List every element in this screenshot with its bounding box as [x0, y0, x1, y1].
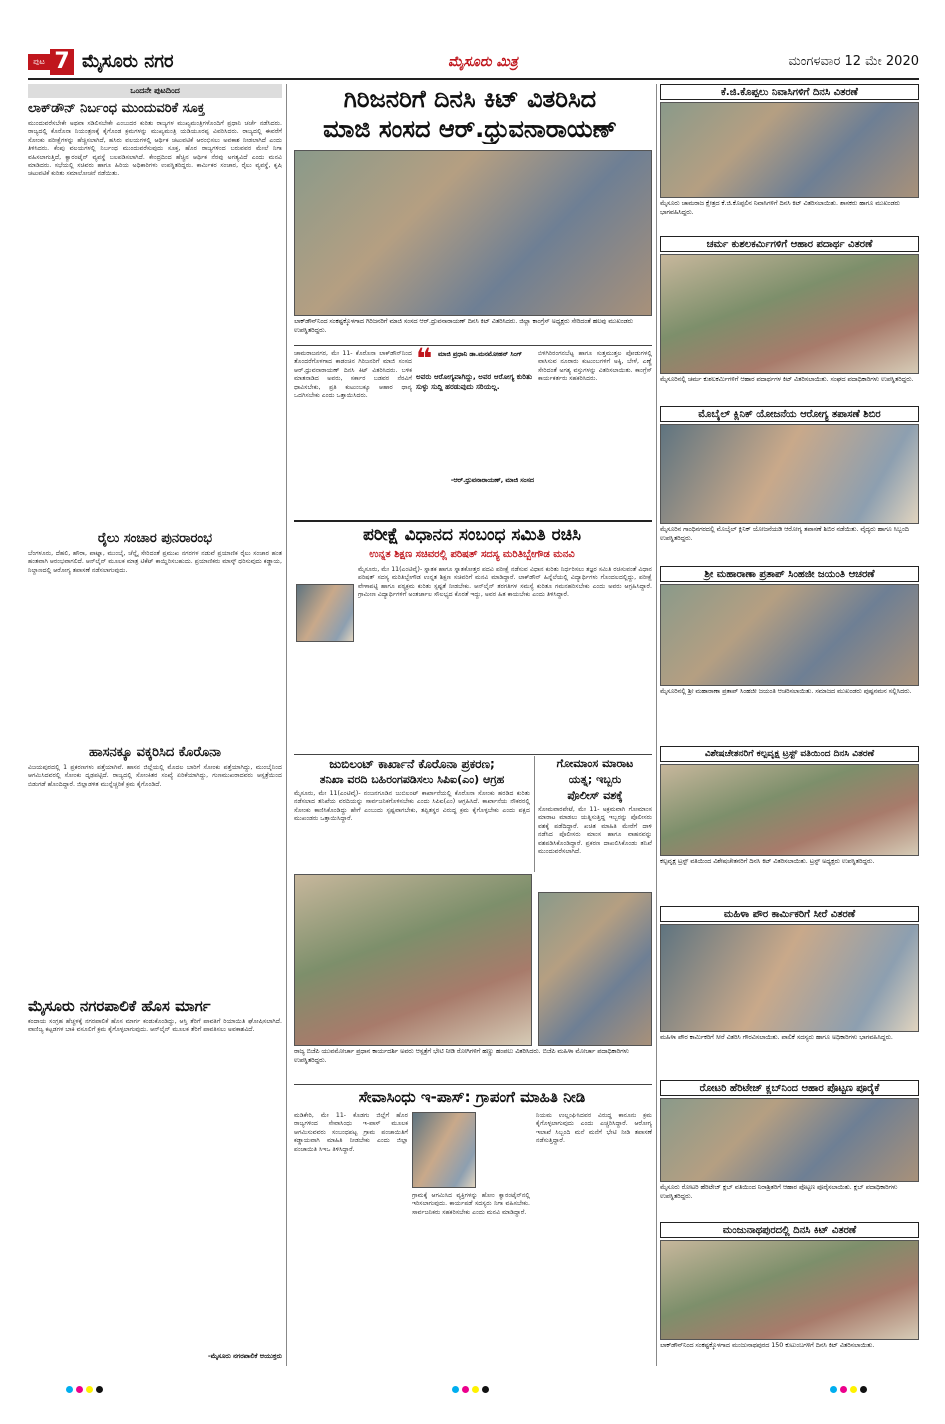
- lead-photo: [294, 150, 652, 316]
- right-item-1-caption: ಮೈಸೂರಿನಲ್ಲಿ ಚರ್ಮ ಕುಶಲಕರ್ಮಿಗಳಿಗೆ ಆಹಾರ ಪದಾರ್ಥಗಳ ಕಿಟ್ ವಿತರಿಸಲಾಯಿತು. ಸಂಘದ ಪದಾಧಿಕಾರಿಗಳು ಉಪಸ್ಥಿತರಿದ್ದರು.: [660, 376, 914, 383]
- right-item-1-title: ಚರ್ಮ ಕುಶಲಕರ್ಮಿಗಳಿಗೆ ಆಹಾರ ಪದಾರ್ಥ ವಿತರಣೆ: [660, 236, 919, 252]
- lockdown-title: ಲಾಕ್‌ಡೌನ್ ನಿರ್ಬಂಧ ಮುಂದುವರಿಕೆ ಸೂಕ್ತ: [28, 101, 205, 116]
- black-dot-icon: [860, 1386, 867, 1393]
- lockdown-body: ಮುಂದುವರೆಸಬೇಕೇ ಅಥವಾ ಸಡಿಲಿಸಬೇಕೇ ಎಂಬುದರ ಕುರಿತು ರಾಜ್ಯಗಳ ಮುಖ್ಯಮಂತ್ರಿಗಳೊಂದಿಗೆ ಪ್ರಧಾನಿ ಚರ್ಚೆ ನಡೆಸಿದರು. ರಾಜ್ಯದಲ್ಲಿ ಕೊರೊನಾ ನಿಯಂತ್ರಣಕ್ಕೆ ಕೈಗೊಂಡ ಕ್ರಮಗಳನ್ನು ಮುಖ್ಯಮಂತ್ರಿ ಯಡಿಯೂರಪ್ಪ ವಿವರಿಸಿದರು. ರಾಜ್ಯದಲ್ಲಿ ಈವರೆಗೆ ಸೋಂಕು ಪರೀಕ್ಷೆಗಳನ್ನು ಹೆಚ್ಚಿಸಲಾಗಿದೆ, ಹಸಿರು ವಲಯಗಳಲ್ಲಿ ಆರ್ಥಿಕ ಚಟುವಟಿಕೆ ಆರಂಭಿಸಲು ಅವಕಾಶ ನೀಡಲಾಗಿದೆ ಎಂದು ತಿಳಿಸಿದರು. ಕೆಂಪು ವಲಯಗಳಲ್ಲಿ ನಿರ್ಬಂಧ ಮುಂದುವರೆಸುವುದು ಸೂಕ್ತ, ಹೊರ ರಾಜ್ಯಗಳಿಂದ ಬರುವವರ ಮೇಲೆ ನಿಗಾ ವಹಿಸಲಾಗುತ್ತಿದೆ, ಕ್ವಾರಂಟೈನ್ ವ್ಯವಸ್ಥೆ ಬಲಪಡಿಸಲಾಗಿದೆ. ಕೇಂದ್ರದಿಂದ ಹೆಚ್ಚಿನ ಆರ್ಥಿಕ ನೆರವು ಅಗತ್ಯವಿದೆ ಎಂದು ಮನವಿ ಮಾಡಿದರು. ಸಭೆಯಲ್ಲಿ ಸಚಿವರು ಹಾಗೂ ಹಿರಿಯ ಅಧಿಕಾರಿಗಳು ಉಪಸ್ಥಿತರಿದ್ದರು. ಕಾರ್ಮಿಕರ ಸಂಚಾರ, ರೈಲು ವ್ಯವಸ್ಥೆ, ಕೃಷಿ ಚಟುವಟಿಕೆ ಕುರಿತು ಸಮಾಲೋಚನೆ ನಡೆಯಿತು.: [28, 120, 282, 178]
- yellow-dot-icon: [850, 1386, 857, 1393]
- right-item-7-title: ಮಂಜುನಾಥಪುರದಲ್ಲಿ ದಿನಸಿ ಕಿಟ್ ವಿತರಣೆ: [660, 1222, 919, 1238]
- registration-marks-left: [66, 1378, 106, 1397]
- committee-headline: ಪರೀಕ್ಷೆ ವಿಧಾನದ ಸಂಬಂಧ ಸಮಿತಿ ರಚಿಸಿ: [362, 525, 582, 545]
- masthead-rule: [28, 78, 919, 80]
- yellow-dot-icon: [86, 1386, 93, 1393]
- right-item-7-caption: ಲಾಕ್‌ಡೌನ್‌ನಿಂದ ಸಂಕಷ್ಟಕ್ಕೊಳಗಾದ ಮಂಜುನಾಥಪುರದ 150 ಕುಟುಂಬಗಳಿಗೆ ದಿನಸಿ ಕಿಟ್ ವಿತರಿಸಲಾಯಿತು.: [660, 1342, 875, 1349]
- black-dot-icon: [96, 1386, 103, 1393]
- black-dot-icon: [482, 1386, 489, 1393]
- right-item-5-title: ಮಹಿಳಾ ಪೌರ ಕಾರ್ಮಿಕರಿಗೆ ಸೀರೆ ವಿತರಣೆ: [660, 906, 919, 922]
- hospital-photo: [294, 874, 532, 1046]
- magenta-dot-icon: [76, 1386, 83, 1393]
- beef-photo: [538, 892, 652, 1046]
- continued-tag: ಒಂದನೇ ಪುಟದಿಂದ: [28, 84, 282, 98]
- right-item-7: [660, 1222, 919, 1368]
- magenta-dot-icon: [840, 1386, 847, 1393]
- hassan-title: ಹಾಸನಕ್ಕೂ ವಕ್ಕರಿಸಿದ ಕೊರೊನಾ: [89, 745, 221, 760]
- right-item-5-caption: ಮಹಿಳಾ ಪೌರ ಕಾರ್ಮಿಕರಿಗೆ ಸೀರೆ ವಿತರಿಸಿ ಗೌರವಿಸಲಾಯಿತು. ಪಾಲಿಕೆ ಸದಸ್ಯರು ಹಾಗೂ ಅಧಿಕಾರಿಗಳು ಭಾಗವಹಿಸಿದ್ದರು.: [660, 1034, 893, 1041]
- cyan-dot-icon: [830, 1386, 837, 1393]
- column-divider-beef: [534, 756, 535, 872]
- right-item-6-caption: ಮೈಸೂರು ರೋಟರಿ ಹೆರಿಟೇಜ್ ಕ್ಲಬ್ ವತಿಯಿಂದ ನಿರಾಶ್ರಿತರಿಗೆ ಆಹಾರ ಪೊಟ್ಟಣ ಪೂರೈಸಲಾಯಿತು. ಕ್ಲಬ್ ಪದಾಧಿಕಾರಿಗಳು ಉಪಸ್ಥಿತರಿದ್ದರು.: [660, 1184, 898, 1200]
- right-item-2: [660, 406, 919, 564]
- right-item-4: [660, 746, 919, 904]
- lead-rule: [294, 345, 652, 346]
- registration-marks-right: [830, 1378, 870, 1397]
- beef-headline-1: ಗೋಮಾಂಸ ಮಾರಾಟ: [556, 757, 634, 770]
- quote-text: ಅವರು ಆರೋಗ್ಯವಾಗಿದ್ದು, ಅವರ ಆರೋಗ್ಯ ಕುರಿತು ಸುಳ್ಳು ಸುದ್ದಿ ಹರಡುವುದು ಸರಿಯಲ್ಲ.: [416, 372, 533, 391]
- date-line: ಮಂಗಳವಾರ 12 ಮೇ 2020: [788, 54, 919, 69]
- quote-sign: -ಆರ್.ಧ್ರುವನಾರಾಯಣ್, ಮಾಜಿ ಸಂಸದ: [450, 476, 534, 484]
- page-label: ಪುಟ: [28, 54, 50, 70]
- right-item-2-caption: ಮೈಸೂರಿನ ಗಾಂಧಿನಗರದಲ್ಲಿ ಮೊಬೈಲ್ ಕ್ಲಿನಿಕ್ ಯೋಜನೆಯಡಿ ಆರೋಗ್ಯ ತಪಾಸಣೆ ಶಿಬಿರ ನಡೆಯಿತು. ವೈದ್ಯರು ಹಾಗೂ ಸಿಬ್ಬಂದಿ ಉಪಸ್ಥಿತರಿದ್ದರು.: [660, 526, 909, 542]
- lead-body-2: ಬಿಳಿಗಿರಿರಂಗನಬೆಟ್ಟ ಹಾಗೂ ಸುತ್ತಮುತ್ತಲ ಪೋಡುಗಳಲ್ಲಿ ವಾಸಿಸುವ ನೂರಾರು ಕುಟುಂಬಗಳಿಗೆ ಅಕ್ಕಿ, ಬೇಳೆ, ಎಣ್ಣೆ ಸೇರಿದಂತೆ ಅಗತ್ಯ ವಸ್ತುಗಳನ್ನು ವಿತರಿಸಲಾಯಿತು. ಕಾಂಗ್ರೆಸ್ ಕಾರ್ಯಕರ್ತರು ಸಹಕರಿಸಿದರು.: [538, 350, 652, 383]
- right-item-5: [660, 906, 919, 1078]
- epass-body-1: ಮಡಿಕೇರಿ, ಮೇ 11- ಕೊಡಗು ಜಿಲ್ಲೆಗೆ ಹೊರ ರಾಜ್ಯಗಳಿಂದ ಸೇವಾಸಿಂಧು ಇ-ಪಾಸ್ ಮೂಲಕ ಆಗಮಿಸುವವರು ಸಂಬಂಧಪಟ್ಟ ಗ್ರಾಮ ಪಂಚಾಯಿತಿಗೆ ಕಡ್ಡಾಯವಾಗಿ ಮಾಹಿತಿ ನೀಡಬೇಕು ಎಂದು ಜಿಲ್ಲಾ ಪಂಚಾಯಿತಿ ಸಿಇಒ ತಿಳಿಸಿದ್ದಾರೆ.: [294, 1112, 408, 1153]
- right-item-2-title: ಮೊಬೈಲ್ ಕ್ಲಿನಿಕ್ ಯೋಜನೆಯ ಆರೋಗ್ಯ ತಪಾಸಣೆ ಶಿಬಿರ: [660, 406, 919, 422]
- hassan-body: ವಿಜಯಪುರದಲ್ಲಿ 1 ಪ್ರಕರಣಗಳು ಪತ್ತೆಯಾಗಿವೆ. ಹಾಸನ ಜಿಲ್ಲೆಯಲ್ಲಿ ಮೊದಲ ಬಾರಿಗೆ ಸೋಂಕು ಪತ್ತೆಯಾಗಿದ್ದು, ಮುಂಬೈನಿಂದ ಆಗಮಿಸಿದವರಲ್ಲಿ ಸೋಂಕು ದೃಢಪಟ್ಟಿದೆ. ರಾಜ್ಯದಲ್ಲಿ ಸೋಂಕಿತರ ಸಂಖ್ಯೆ ಏರಿಕೆಯಾಗಿದ್ದು, ಗುಣಮುಖರಾದವರು ಆಸ್ಪತ್ರೆಯಿಂದ ಬಿಡುಗಡೆ ಹೊಂದಿದ್ದಾರೆ. ಜಿಲ್ಲಾಡಳಿತ ಮುನ್ನೆಚ್ಚರಿಕೆ ಕ್ರಮ ಕೈಗೊಂಡಿದೆ.: [28, 764, 282, 788]
- right-item-3: [660, 566, 919, 744]
- paper-name: ಮೈಸೂರು ಮಿತ್ರ: [448, 54, 518, 70]
- right-item-1-photo: [660, 254, 919, 374]
- right-item-7-photo: [660, 1240, 919, 1340]
- section-title: ಮೈಸೂರು ನಗರ: [82, 51, 174, 72]
- committee-top-rule: [294, 520, 652, 522]
- epass-headline: ಸೇವಾಸಿಂಧು ಇ-ಪಾಸ್: ಗ್ರಾಪಂಗೆ ಮಾಹಿತಿ ನೀಡಿ: [358, 1088, 586, 1106]
- right-item-3-title: ಶ್ರೀ ಮಹಾರಾಣಾ ಪ್ರತಾಪ್ ಸಿಂಹಜೀ ಜಯಂತಿ ಆಚರಣೆ: [660, 566, 919, 582]
- cyan-dot-icon: [66, 1386, 73, 1393]
- right-item-6-title: ರೋಟರಿ ಹೆರಿಟೇಜ್ ಕ್ಲಬ್‌ನಿಂದ ಆಹಾರ ಪೊಟ್ಟಣ ಪೂರೈಕೆ: [660, 1080, 919, 1096]
- right-item-4-title: ವಿಶೇಷಚೇತನರಿಗೆ ಕಲ್ಪವೃಕ್ಷ ಟ್ರಸ್ಟ್ ವತಿಯಿಂದ ದಿನಸಿ ವಿತರಣೆ: [660, 746, 919, 762]
- magenta-dot-icon: [462, 1386, 469, 1393]
- committee-bottom-rule: [294, 754, 652, 755]
- beef-headline-2: ಯತ್ನ; ಇಬ್ಬರು: [568, 773, 622, 786]
- jubilant-body: ಮೈಸೂರು, ಮೇ 11(ಎಂಟಿವೈ)- ನಂಜನಗೂಡಿನ ಜುಬಿಲಂಟ್ ಕಾರ್ಖಾನೆಯಲ್ಲಿ ಕೊರೊನಾ ಸೋಂಕು ಹರಡಿದ ಕುರಿತು ನಡೆಸಲಾದ ತನಿಖೆಯ ವರದಿಯನ್ನು ಸಾರ್ವಜನಿಕಗೊಳಿಸಬೇಕು ಎಂದು ಸಿಪಿಐ(ಎಂ) ಆಗ್ರಹಿಸಿದೆ. ಕಾರ್ಖಾನೆಯ ನೌಕರರಲ್ಲಿ ಸೋಂಕು ಕಾಣಿಸಿಕೊಂಡಿದ್ದು ಹೇಗೆ ಎಂಬುದು ಸ್ಪಷ್ಟವಾಗಬೇಕು, ತಪ್ಪಿತಸ್ಥರ ವಿರುದ್ಧ ಕ್ರಮ ಕೈಗೊಳ್ಳಬೇಕು ಎಂದು ಪಕ್ಷದ ಮುಖಂಡರು ಒತ್ತಾಯಿಸಿದ್ದಾರೆ.: [294, 790, 530, 823]
- lead-photo-caption: ಲಾಕ್‌ಡೌನ್‌ನಿಂದ ಸಂಕಷ್ಟಕ್ಕೊಳಗಾದ ಗಿರಿಜನರಿಗೆ ಮಾಜಿ ಸಂಸದ ಆರ್.ಧ್ರುವನಾರಾಯಣ್ ದಿನಸಿ ಕಿಟ್ ವಿತರಿಸಿದರು. ಜಿಲ್ಲಾ ಕಾಂಗ್ರೆಸ್ ಅಧ್ಯಕ್ಷರು ಸೇರಿದಂತೆ ಹಲವು ಮುಖಂಡರು ಉಪಸ್ಥಿತರಿದ್ದರು.: [294, 318, 633, 334]
- right-item-5-photo: [660, 924, 919, 1032]
- right-item-3-photo: [660, 584, 919, 686]
- right-item-4-photo: [660, 764, 919, 856]
- right-item-0-title: ಕೆ.ಜಿ.ಕೊಪ್ಪಲು ನಿವಾಸಿಗಳಿಗೆ ದಿನಸಿ ವಿತರಣೆ: [660, 84, 919, 100]
- beef-headline-3: ಪೊಲೀಸ್ ವಶಕ್ಕೆ: [567, 789, 623, 802]
- committee-body: ಮೈಸೂರು, ಮೇ 11(ಎಂಟಿವೈ)- ಸ್ನಾತಕ ಹಾಗೂ ಸ್ನಾತಕೋತ್ತರ ಪದವಿ ಪರೀಕ್ಷೆ ನಡೆಸುವ ವಿಧಾನ ಕುರಿತು ನಿರ್ಧರಿಸಲು ತಜ್ಞರ ಸಮಿತಿ ರಚಿಸುವಂತೆ ವಿಧಾನ ಪರಿಷತ್ ಸದಸ್ಯ ಮರಿತಿಬ್ಬೇಗೌಡ ಉನ್ನತ ಶಿಕ್ಷಣ ಸಚಿವರಿಗೆ ಮನವಿ ಮಾಡಿದ್ದಾರೆ. ಲಾಕ್‌ಡೌನ್ ಹಿನ್ನೆಲೆಯಲ್ಲಿ ವಿದ್ಯಾರ್ಥಿಗಳು ಗೊಂದಲದಲ್ಲಿದ್ದು, ಪರೀಕ್ಷೆ ವೇಳಾಪಟ್ಟಿ ಹಾಗೂ ಪಠ್ಯಕ್ರಮ ಕುರಿತು ಸ್ಪಷ್ಟತೆ ನೀಡಬೇಕು. ಆನ್‌ಲೈನ್ ತರಗತಿಗಳ ಸಮಸ್ಯೆ ಕುರಿತೂ ಗಮನಹರಿಸಬೇಕು ಎಂದು ಅವರು ಆಗ್ರಹಿಸಿದ್ದಾರೆ. ಗ್ರಾಮೀಣ ವಿದ್ಯಾರ್ಥಿಗಳಿಗೆ ಅಂತರ್ಜಾಲ ಸೌಲಭ್ಯದ ಕೊರತೆ ಇದ್ದು, ಅವರ ಹಿತ ಕಾಯಬೇಕು ಎಂದು ತಿಳಿಸಿದ್ದಾರೆ.: [358, 566, 652, 599]
- mla-portrait: [296, 584, 354, 642]
- right-item-3-caption: ಮೈಸೂರಿನಲ್ಲಿ ಶ್ರೀ ಮಹಾರಾಣಾ ಪ್ರತಾಪ್ ಸಿಂಹಜೀ ಜಯಂತಿ ಆಚರಿಸಲಾಯಿತು. ಸಮಾಜದ ಮುಖಂಡರು ಪುಷ್ಪನಮನ ಸಲ್ಲಿಸಿದರು.: [660, 688, 912, 695]
- cyan-dot-icon: [452, 1386, 459, 1393]
- right-item-0-caption: ಮೈಸೂರು ಚಾಮರಾಜ ಕ್ಷೇತ್ರದ ಕೆ.ಜಿ.ಕೊಪ್ಪಲಿನ ನಿವಾಸಿಗಳಿಗೆ ದಿನಸಿ ಕಿಟ್ ವಿತರಿಸಲಾಯಿತು. ಶಾಸಕರು ಹಾಗೂ ಮುಖಂಡರು ಭಾಗವಹಿಸಿದ್ದರು.: [660, 200, 900, 216]
- beef-body: ಸೋಮವಾರಪೇಟೆ, ಮೇ 11- ಅಕ್ರಮವಾಗಿ ಗೋಮಾಂಸ ಮಾರಾಟ ಮಾಡಲು ಯತ್ನಿಸುತ್ತಿದ್ದ ಇಬ್ಬರನ್ನು ಪೊಲೀಸರು ವಶಕ್ಕೆ ಪಡೆದಿದ್ದಾರೆ. ಖಚಿತ ಮಾಹಿತಿ ಮೇರೆಗೆ ದಾಳಿ ನಡೆಸಿದ ಪೊಲೀಸರು ಮಾಂಸ ಹಾಗೂ ವಾಹನವನ್ನು ವಶಪಡಿಸಿಕೊಂಡಿದ್ದಾರೆ. ಪ್ರಕರಣ ದಾಖಲಿಸಿಕೊಂಡು ತನಿಖೆ ಮುಂದುವರೆಸಲಾಗಿದೆ.: [538, 806, 652, 856]
- quote-mark-icon: ❝: [416, 342, 433, 375]
- right-item-4-caption: ಕಲ್ಪವೃಕ್ಷ ಟ್ರಸ್ಟ್ ವತಿಯಿಂದ ವಿಶೇಷಚೇತನರಿಗೆ ದಿನಸಿ ಕಿಟ್ ವಿತರಿಸಲಾಯಿತು. ಟ್ರಸ್ಟ್ ಅಧ್ಯಕ್ಷರು ಉಪಸ್ಥಿತರಿದ್ದರು.: [660, 858, 875, 865]
- right-item-6: [660, 1080, 919, 1220]
- quote-box: [416, 342, 534, 518]
- quote-byline: ಮಾಜಿ ಪ್ರಧಾನಿ ಡಾ.ಮನಮೋಹನ್ ಸಿಂಗ್: [438, 350, 523, 358]
- lead-headline-2: ಮಾಜಿ ಸಂಸದ ಆರ್.ಧ್ರುವನಾರಾಯಣ್: [323, 115, 617, 143]
- right-item-0: [660, 84, 919, 234]
- palike-footer: -ಮೈಸೂರು ನಗರಪಾಲಿಕೆ ಆಯುಕ್ತರು: [207, 1352, 282, 1360]
- right-item-0-photo: [660, 102, 919, 198]
- hospital-rule: [294, 1084, 652, 1085]
- epass-body-3: ನಿಯಮ ಉಲ್ಲಂಘಿಸಿದವರ ವಿರುದ್ಧ ಕಾನೂನು ಕ್ರಮ ಕೈಗೊಳ್ಳಲಾಗುವುದು ಎಂದು ಎಚ್ಚರಿಸಿದ್ದಾರೆ. ಆರೋಗ್ಯ ಇಲಾಖೆ ಸಿಬ್ಬಂದಿ ಮನೆ ಮನೆಗೆ ಭೇಟಿ ನೀಡಿ ತಪಾಸಣೆ ನಡೆಸುತ್ತಿದ್ದಾರೆ.: [536, 1112, 652, 1145]
- hospital-photo-caption: ರಾಜ್ಯ ಬಿಜೆಪಿ ಯುವಮೋರ್ಚಾ ಪ್ರಧಾನ ಕಾರ್ಯದರ್ಶಿ ಅವರು ಆಸ್ಪತ್ರೆಗೆ ಭೇಟಿ ನೀಡಿ ರೋಗಿಗಳಿಗೆ ಹಣ್ಣು ಹಂಪಲು ವಿತರಿಸಿದರು. ಬಿಜೆಪಿ ಮಹಿಳಾ ಮೋರ್ಚಾ ಪದಾಧಿಕಾರಿಗಳು ಉಪಸ್ಥಿತರಿದ್ದರು.: [294, 1048, 629, 1064]
- lead-headline-1: ಗಿರಿಜನರಿಗೆ ದಿನಸಿ ಕಿಟ್ ವಿತರಿಸಿದ: [343, 85, 597, 113]
- rail-title: ರೈಲು ಸಂಚಾರ ಪುನರಾರಂಭ: [97, 531, 213, 546]
- palike-body: ಕಂದಾಯ ಸಂಗ್ರಹ ಹೆಚ್ಚಳಕ್ಕೆ ನಗರಪಾಲಿಕೆ ಹೊಸ ಮಾರ್ಗ ಕಂಡುಕೊಂಡಿದ್ದು, ಆಸ್ತಿ ತೆರಿಗೆ ಪಾವತಿಗೆ ರಿಯಾಯಿತಿ ಘೋಷಿಸಲಾಗಿದೆ. ವಾಣಿಜ್ಯ ಕಟ್ಟಡಗಳ ಬಾಕಿ ವಸೂಲಿಗೆ ಕ್ರಮ ಕೈಗೊಳ್ಳಲಾಗುವುದು. ಆನ್‌ಲೈನ್ ಮೂಲಕ ತೆರಿಗೆ ಪಾವತಿಸಲು ಅವಕಾಶವಿದೆ.: [28, 1018, 282, 1034]
- lead-body-1: ಚಾಮರಾಜನಗರ, ಮೇ 11- ಕೊರೊನಾ ಲಾಕ್‌ಡೌನ್‌ನಿಂದ ತೊಂದರೆಗೊಳಗಾದ ಕಾಡಂಚಿನ ಗಿರಿಜನರಿಗೆ ಮಾಜಿ ಸಂಸದ ಆರ್.ಧ್ರುವನಾರಾಯಣ್ ದಿನಸಿ ಕಿಟ್ ವಿತರಿಸಿದರು. ಬಳಿಕ ಮಾತನಾಡಿದ ಅವರು, ಸರ್ಕಾರ ಬಡವರ ನೆರವಿಗೆ ಧಾವಿಸಬೇಕು, ಪ್ರತಿ ಕುಟುಂಬಕ್ಕೂ ಆಹಾರ ಧಾನ್ಯ ಒದಗಿಸಬೇಕು ಎಂದು ಒತ್ತಾಯಿಸಿದರು.: [294, 350, 412, 400]
- page-number: 7: [50, 49, 74, 75]
- column-divider-right: [656, 84, 657, 1366]
- officer-photo: [412, 1112, 476, 1188]
- registration-marks-center: [452, 1378, 492, 1397]
- rail-body: ಬೆಂಗಳೂರು, ದೆಹಲಿ, ಹೌರಾ, ಪಾಟ್ನಾ, ಮುಂಬೈ, ಚೆನ್ನೈ ಸೇರಿದಂತೆ ಪ್ರಮುಖ ನಗರಗಳ ನಡುವೆ ಪ್ರಯಾಣಿಕ ರೈಲು ಸಂಚಾರ ಹಂತ ಹಂತವಾಗಿ ಆರಂಭವಾಗಲಿದೆ. ಆನ್‌ಲೈನ್ ಮೂಲಕ ಮಾತ್ರ ಟಿಕೆಟ್ ಕಾಯ್ದಿರಿಸಬಹುದು. ಪ್ರಯಾಣಿಕರು ಮಾಸ್ಕ್ ಧರಿಸುವುದು ಕಡ್ಡಾಯ, ನಿಲ್ದಾಣದಲ್ಲಿ ಆರೋಗ್ಯ ತಪಾಸಣೆ ನಡೆಸಲಾಗುವುದು.: [28, 550, 282, 574]
- epass-body-2: ಗ್ರಾಮಕ್ಕೆ ಆಗಮಿಸಿದ ವ್ಯಕ್ತಿಗಳನ್ನು ಹೋಂ ಕ್ವಾರಂಟೈನ್‌ನಲ್ಲಿ ಇರಿಸಲಾಗುವುದು. ಕಾರ್ಯಪಡೆ ಸದಸ್ಯರು ನಿಗಾ ವಹಿಸಬೇಕು. ಸಾರ್ವಜನಿಕರು ಸಹಕರಿಸಬೇಕು ಎಂದು ಮನವಿ ಮಾಡಿದ್ದಾರೆ.: [412, 1192, 530, 1216]
- column-divider-left: [286, 84, 287, 1366]
- committee-subhead: ಉನ್ನತ ಶಿಕ್ಷಣ ಸಚಿವರಲ್ಲಿ ಪರಿಷತ್ ಸದಸ್ಯ ಮರಿತಿಬ್ಬೇಗೌಡ ಮನವಿ: [369, 549, 575, 560]
- jubilant-headline-1: ಜುಬಿಲಂಟ್ ಕಾರ್ಖಾನೆ ಕೊರೊನಾ ಪ್ರಕರಣ;: [329, 757, 495, 771]
- jubilant-headline-2: ತನಿಖಾ ವರದಿ ಬಹಿರಂಗಪಡಿಸಲು ಸಿಪಿಐ(ಎಂ) ಆಗ್ರಹ: [319, 773, 505, 786]
- right-item-1: [660, 236, 919, 404]
- masthead: [28, 48, 919, 76]
- right-item-2-photo: [660, 424, 919, 524]
- palike-title: ಮೈಸೂರು ನಗರಪಾಲಿಕೆ ಹೊಸ ಮಾರ್ಗ: [28, 997, 211, 1015]
- right-item-6-photo: [660, 1098, 919, 1182]
- yellow-dot-icon: [472, 1386, 479, 1393]
